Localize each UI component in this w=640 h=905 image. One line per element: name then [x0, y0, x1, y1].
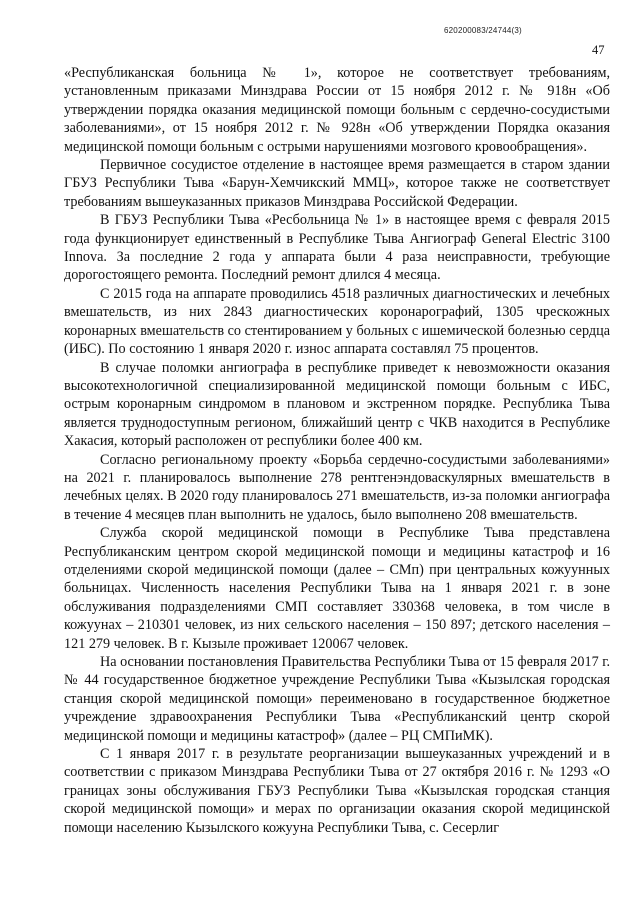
paragraph-3: В ГБУЗ Республики Тыва «Ресбольница № 1» в настоящее время с февраля 2015 года функционирует единственный в Республике Тыва Ангиограф General Electric 3100 Innova. За последние 2 года у аппарата были 4 раза неисправности, требующие дорогостоящего ремонта. Последний ремонт длился 4 месяца.	[64, 212, 610, 284]
paragraph-8: На основании постановления Правительства Республики Тыва от 15 февраля 2017 г. № 44 государственное бюджетное учреждение Республики Тыва «Кызылская городская станция скорой медицинской помощи» переименовано в государственное бюджетное учреждение здравоохранения Республики Тыва «Республиканский центр скорой медицинской помощи и медицины катастроф» (далее – РЦ СМПиМК).	[64, 654, 610, 744]
paragraph-5: В случае поломки ангиографа в республике приведет к невозможности оказания высокотехнологичной специализированной медицинской помощи больным с ИБС, острым коронарным синдромом в плановом и экстренном порядке. Республика Тыва является труднодоступным регионом, ближайший центр с ЧКВ находится в Республике Хакасия, который расположен от республики более 400 км.	[64, 359, 610, 450]
document-id: 620200083/24744(3)	[444, 26, 522, 35]
document-body	[64, 64, 610, 837]
paragraph-2: Первичное сосудистое отделение в настоящее время размещается в старом здании ГБУЗ Республики Тыва «Барун-Хемчикский ММЦ», которое также не соответствует требованиям вышеуказанных приказов Минздрава Российской Федерации.	[64, 157, 610, 210]
paragraph-4: С 2015 года на аппарате проводились 4518 различных диагностических и лечебных вмешательств, из них 2843 диагностических коронарографий, 1305 чрескожных коронарных вмешательств со стентированием у больных с ишемической болезнью сердца (ИБС). По состоянию 1 января 2020 г. износ аппарата составлял 75 процентов.	[64, 285, 610, 358]
paragraph-6: Согласно региональному проекту «Борьба сердечно-сосудистыми заболеваниями» на 2021 г. планировалось выполнение 278 рентгенэндоваскулярных вмешательств в лечебных целях. В 2020 году планировалось 271 вмешательств, из-за поломки ангиографа в течение 4 месяцев план выполнить не удалось, было выполнено 208 вмешательств.	[64, 451, 610, 523]
paragraph-9: С 1 января 2017 г. в результате реорганизации вышеуказанных учреждений и в соответствии с приказом Минздрава Республики Тыва от 27 октября 2016 г. № 1293 «О границах зоны обслуживания ГБУЗ Республики Тыва «Кызылская городская станция скорой медицинской помощи» и мерах по организации оказания скорой медицинской помощи населению Кызылского кожууна Республики Тыва, с. Сесерлиг	[64, 746, 610, 836]
paragraph-7: Служба скорой медицинской помощи в Республике Тыва представлена Республиканским центром скорой медицинской помощи и медицины катастроф и 16 отделениями скорой медицинской помощи (далее – СМп) при центральных кожуунных больницах. Численность населения Республики Тыва на 1 января 2021 г. в зоне обслуживания подразделениями СМП составляет 330368 человека, в том числе в кожуунах – 210301 человек, из них сельского населения – 150 897; детского населения – 121 279 человек. В г. Кызыле проживает 120067 человек.	[64, 525, 610, 652]
page-number: 47	[592, 43, 605, 57]
paragraph-1: «Республиканская больница № 1», которое не соответствует требованиям, установленным приказами Минздрава России от 15 ноября 2012 г. № 918н «Об утверждении порядка оказания медицинской помощи больным с сердечно-сосудистыми заболеваниями», от 15 ноября 2012 г. № 928н «Об утверждении Порядка оказания медицинской помощи больным с острыми нарушениями мозгового кровообращения».	[64, 65, 610, 155]
